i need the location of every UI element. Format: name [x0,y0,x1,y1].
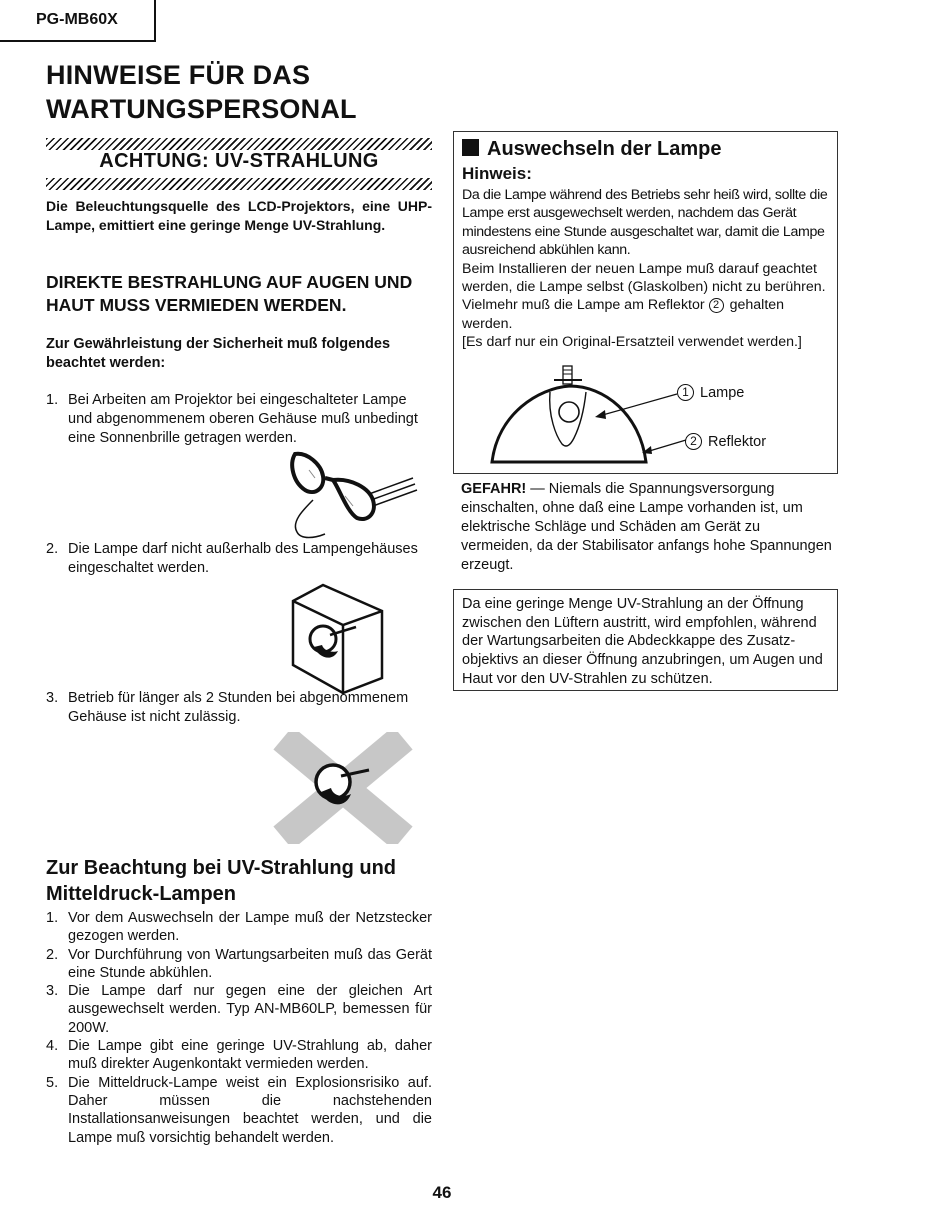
page-number: 46 [432,1183,452,1202]
list-item [46,1037,432,1074]
square-bullet-icon [462,139,479,156]
list-item [46,982,432,1037]
hatch-divider-bottom [46,178,432,190]
list-item-text: Die Lampe gibt eine geringe UV-Strahlung ab, daher muß direkter Augenkontakt vermieden werden. [68,1038,432,1073]
danger-label: GEFAHR! [461,481,527,497]
list-item-number: 2. [46,946,59,963]
lamp-replacement-box [453,131,838,474]
list-item-number: 4. [46,1038,59,1055]
safety-item-2 [46,540,432,578]
list-item-text: Vor dem Auswechseln der Lampe muß der Netzstecker gezogen werden. [68,910,432,945]
circled-number-1-icon: 1 [677,384,694,401]
safety-intro: Zur Gewährleistung der Sicherheit muß folgendes beachtet werden: [46,336,391,371]
safety-item-text: Die Lampe darf nicht außerhalb des Lampengehäuses eingeschaltet werden. [68,541,418,576]
page-title [46,58,446,126]
lamp-box-paragraph-3: [Es darf nur ein Original-Ersatzteil verwendet werden.] [462,334,802,351]
safety-item-number: 2. [46,541,59,557]
lamp-label [677,384,744,401]
page-title-line-1: HINWEISE FÜR DAS [46,60,311,90]
lamp-reflector-diagram [484,358,714,468]
uv-warning-intro: Die Beleuchtungsquelle des LCD-Projektors, eine UHP-Lampe, emittiert eine geringe Menge UV-Strahlung. [46,198,432,233]
safety-item-text: Betrieb für länger als 2 Stunden bei abgenommenem Gehäuse ist nicht zulässig. [68,690,409,725]
list-item-number: 3. [46,983,59,1000]
lamp-box-heading [462,138,722,161]
circled-number-2-icon: 2 [709,298,724,313]
list-item-number: 1. [46,910,59,926]
circled-number-2-icon: 2 [685,433,702,450]
lamp-box-paragraph-1: Da die Lampe während des Betriebs sehr heiß wird, sollte die Lampe erst ausgewechselt werden, nachdem das Gerät mindestens eine Stunde ausgeschaltet war, damit die Lampe ausreichend abkühlen kann. [462,187,828,259]
danger-text: — Niemals die Spannungsversorgung einschalten, ohne daß eine Lampe vorhanden ist, um elektrische Schläge und Schäden am Gerät zu vermeiden, da der Stabilisator anfangs hohe Spannungen erzeugt. [461,481,832,573]
lamp-box-body [462,186,832,352]
hinweis-label: Hinweis: [462,164,532,183]
list-item-text: Vor Durchführung von Wartungsarbeiten muß das Gerät eine Stunde abkühlen. [68,946,432,981]
list-item-text: Die Lampe darf nur gegen eine der gleichen Art ausgewechselt werden. Typ AN-MB60LP, bemessen für 200W. [68,983,432,1036]
lamp-box-paragraph-2-a: Beim Installieren der neuen Lampe muß darauf geachtet werden, die Lampe selbst (Glaskolben) nicht zu berühren. Vielmehr muß die Lampe am Reflektor [462,260,826,314]
danger-notice [461,480,833,575]
hatch-divider-top [46,138,432,150]
direct-exposure-warning: DIREKTE BESTRAHLUNG AUF AUGEN UND HAUT MUSS VERMIEDEN WERDEN. [46,272,413,315]
list-item [46,946,432,983]
prohibited-lamp-illustration [263,732,423,844]
page-title-line-2: WARTUNGSPERSONAL [46,94,357,124]
section2-title: Zur Beachtung bei UV-Strahlung und Mitteldruck-Lampen [46,857,396,905]
lamp-box-paragraph-2 [462,260,832,334]
model-label: PG-MB60X [0,0,156,42]
uv-note-box: Da eine geringe Menge UV-Strahlung an der Öffnung zwischen den Lüftern austritt, wird empfohlen, während der Wartungsarbeiten die Abdeckkappe des Zusatz-objektivs an dieser Öffnung anzubringen, um Augen und Haut vor den UV-Strahlen zu schützen. [453,589,838,691]
list-item-number: 5. [46,1074,59,1091]
reflector-label [685,433,766,450]
list-item [46,1074,432,1147]
list-item-text: Die Mitteldruck-Lampe weist ein Explosionsrisiko auf. Daher müssen die nachstehenden Installationsanweisungen beachtet werden, und die Lampe muß vorsichtig behandelt werden. [68,1074,432,1146]
list-item [46,909,432,946]
safety-item-number: 3. [46,690,59,706]
lamp-label-text: Lampe [700,384,745,401]
lamp-box-paragraph-2-b: gehalten werden. [462,297,785,332]
sunglasses-illustration [285,448,420,543]
safety-item-number: 1. [46,392,59,408]
section2-list [46,909,432,1147]
safety-item-1 [46,391,432,448]
lamp-housing-illustration [288,583,388,697]
uv-warning-heading: ACHTUNG: UV-STRAHLUNG [99,150,379,172]
safety-item-text: Bei Arbeiten am Projektor bei eingeschalteter Lampe und abgenommenem oberen Gehäuse muß unbedingt eine Sonnenbrille getragen werden. [68,392,418,446]
safety-item-3 [46,689,432,727]
lamp-box-heading-text: Auswechseln der Lampe [487,138,722,160]
reflector-label-text: Reflektor [708,433,767,450]
